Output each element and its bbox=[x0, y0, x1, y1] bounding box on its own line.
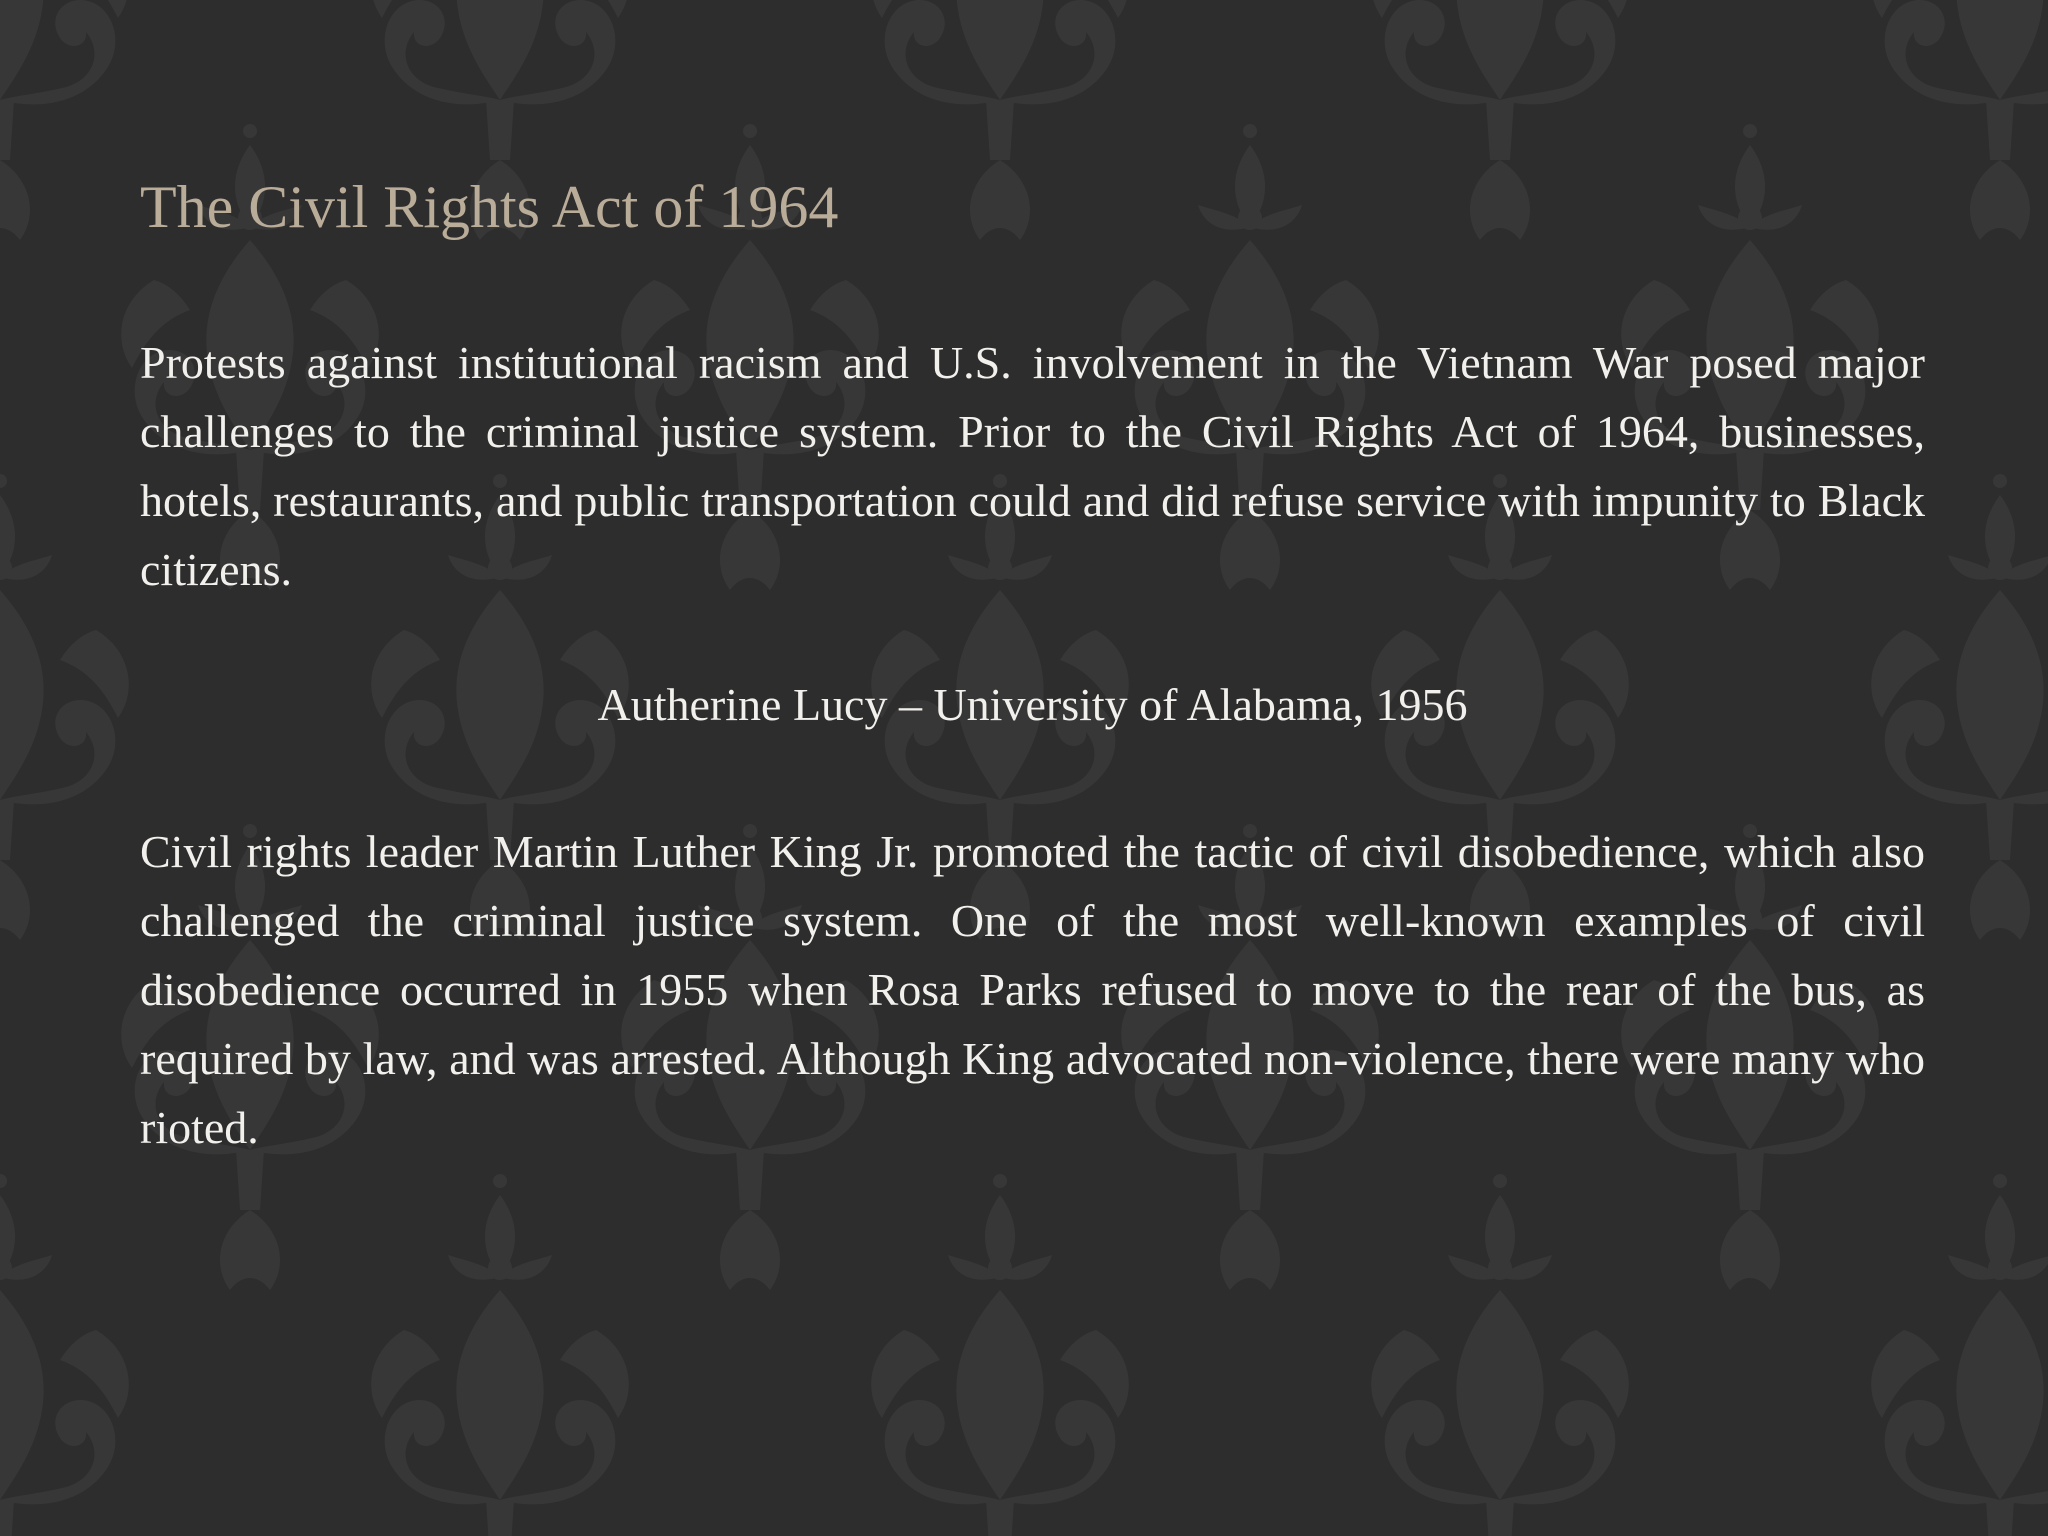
body-paragraph-2: Civil rights leader Martin Luther King Jr. promoted the tactic of civil disobedience, which also challenged the criminal justice system. One of the most well-known examples of civil disobedience occurred in 1955 when Rosa Parks refused to move to the rear of the bus, as required by law, and was arrested. Although King advocated non-violence, there were many who rioted. bbox=[140, 826, 1925, 1153]
image-caption: Autherine Lucy – University of Alabama, 1956 bbox=[597, 679, 1468, 730]
slide-title: The Civil Rights Act of 1964 bbox=[140, 174, 839, 240]
body-paragraph-1: Protests against institutional racism and U.S. involvement in the Vietnam War posed major challenges to the criminal justice system. Prior to the Civil Rights Act of 1964, businesses, hotels, restaurants, and public transportation could and did refuse service with impunity to Black citizens. bbox=[140, 337, 1925, 595]
